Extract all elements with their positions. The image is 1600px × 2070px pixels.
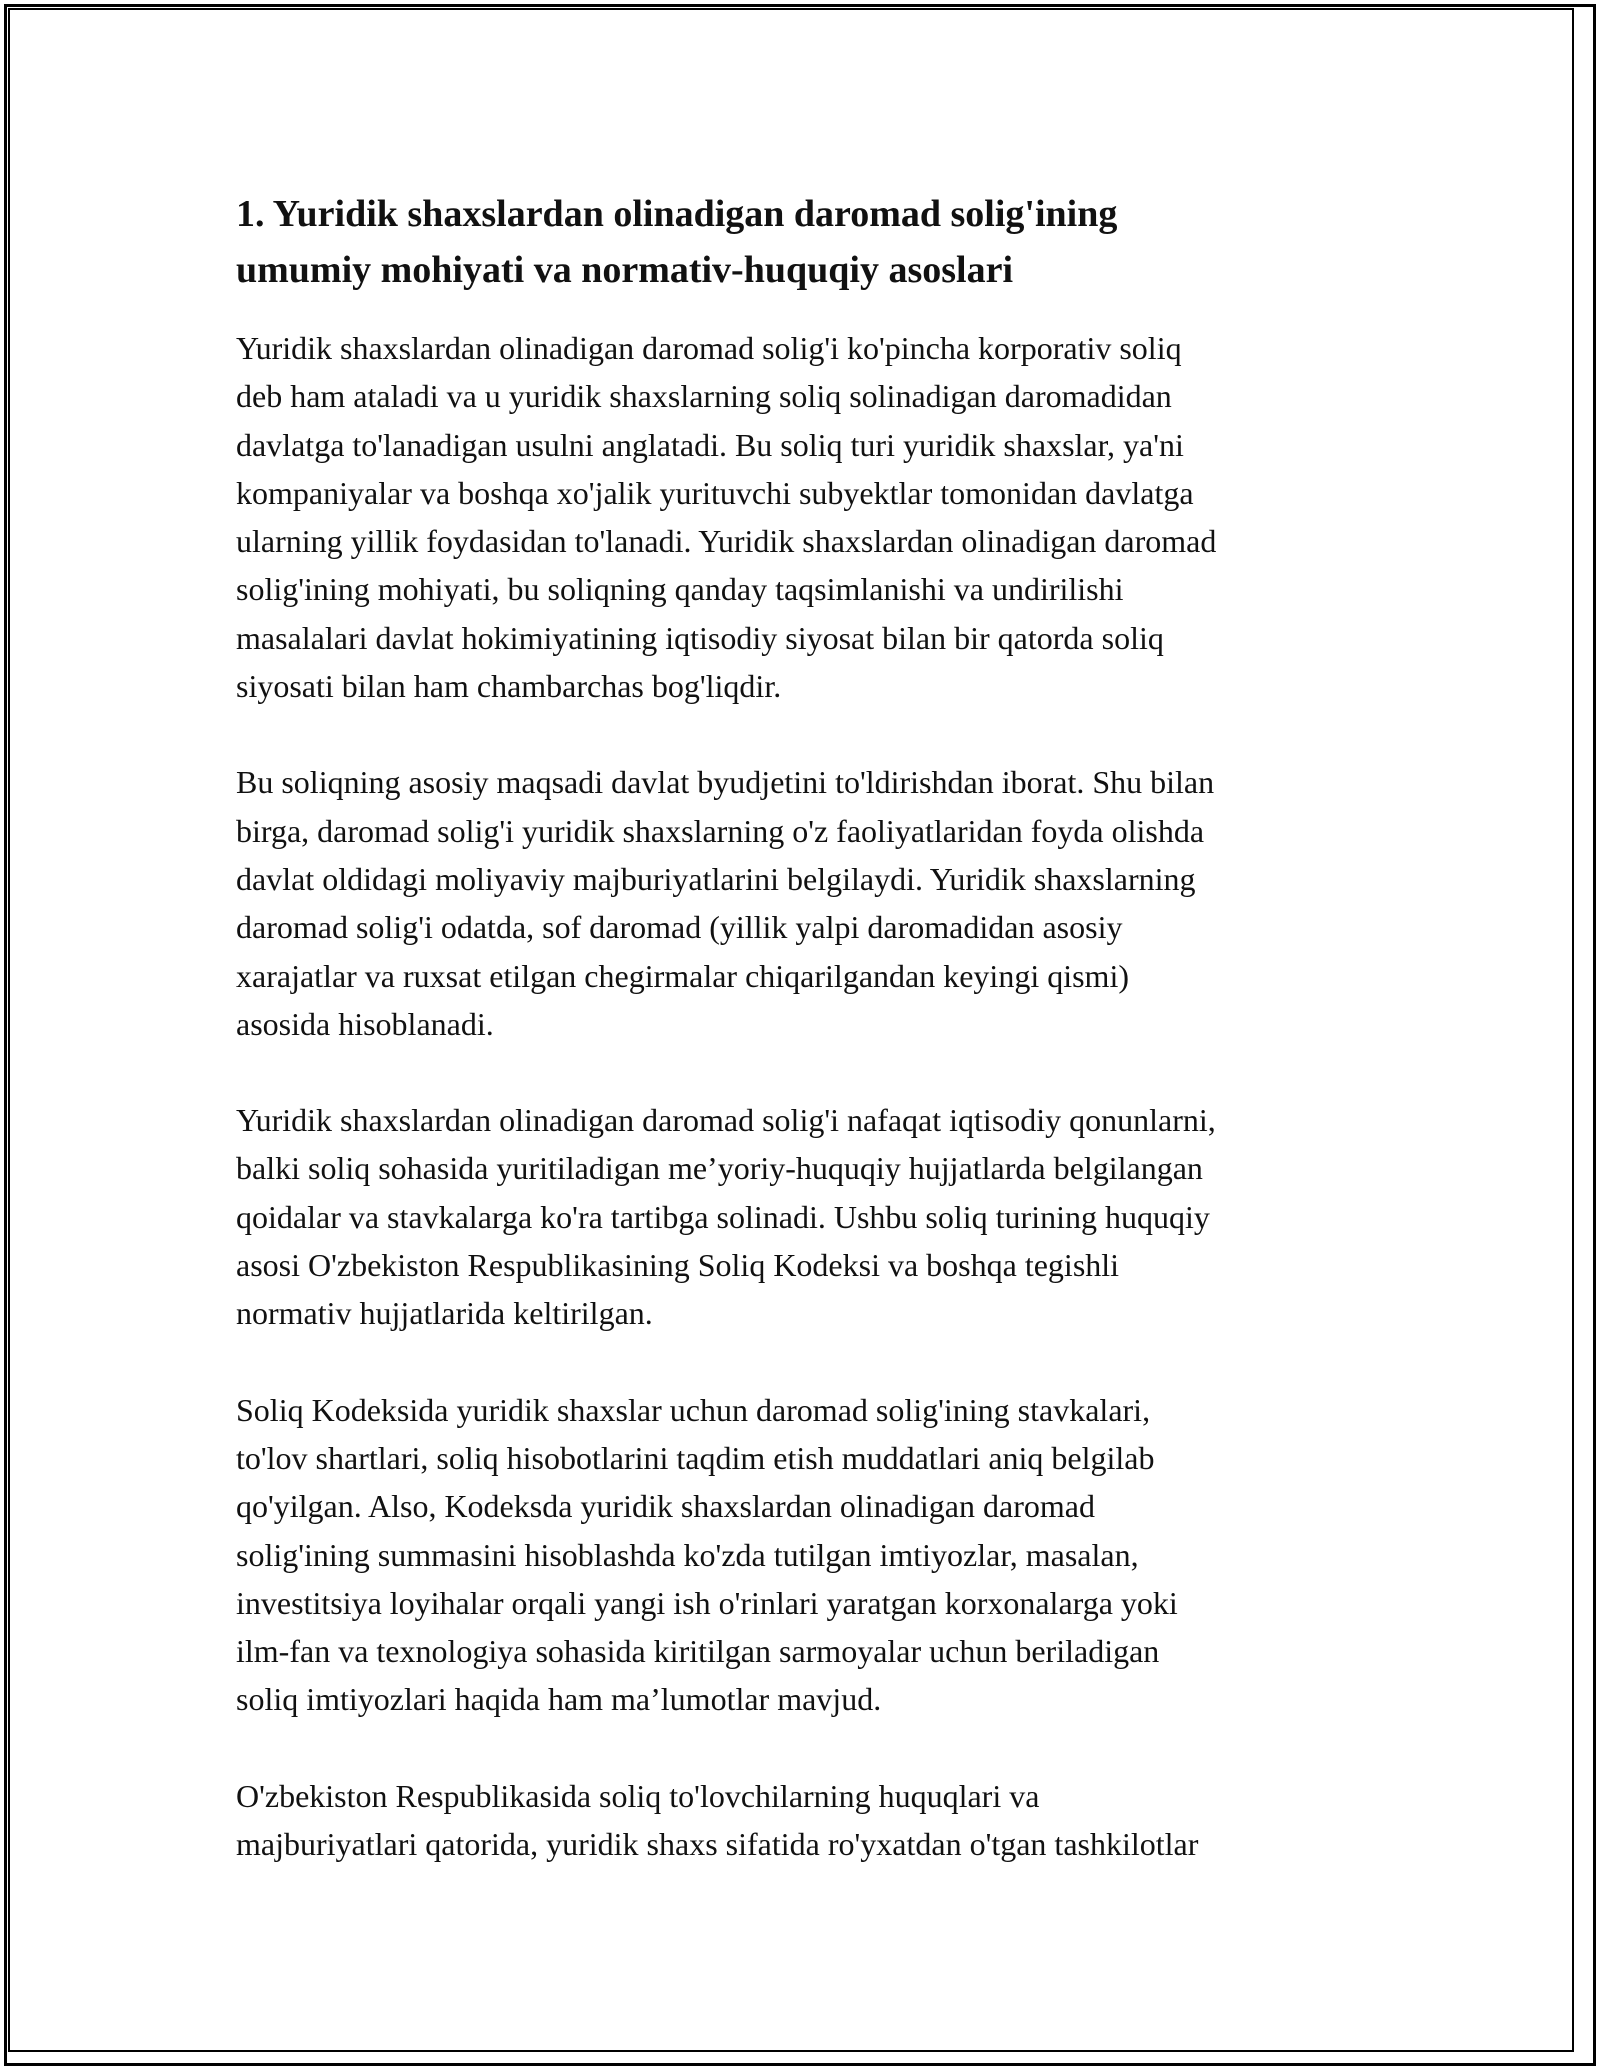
paragraph-3: Yuridik shaxslardan olinadigan daromad solig'i nafaqat iqtisodiy qonunlarni, balki soliq sohasida yuritiladigan me’yoriy-huquqiy hujjatlarda belgilangan qoidalar va stavkalarga ko'ra tartibga solinadi. Ushbu soliq turining huquqiy asosi O'zbekiston Respublikasining Soliq Kodeksi va boshqa tegishli normativ hujjatlarida keltirilgan. <box>236 1102 1216 1332</box>
paragraph-5: O'zbekiston Respublikasida soliq to'lovchilarning huquqlari va majburiyatlari qatorida, yuridik shaxs sifatida ro'yxatdan o'tgan tashkilotlar <box>236 1777 1199 1863</box>
document-body <box>236 186 1416 1916</box>
paragraph-4: Soliq Kodeksida yuridik shaxslar uchun daromad solig'ining stavkalari, to'lov shartlari, soliq hisobotlarini taqdim etish muddatlari aniq belgilab qo'yilgan. Also, Kodeksda yuridik shaxslardan olinadigan daromad solig'ining summasini hisoblashda ko'zda tutilgan imtiyozlar, masalan, investitsiya loyihalar orqali yangi ish o'rinlari yaratgan korxonalarga yoki ilm-fan va texnologiya sohasida kiritilgan sarmoyalar uchun beriladigan soliq imtiyozlari haqida ham ma’lumotlar mavjud. <box>236 1391 1178 1718</box>
section-heading: 1. Yuridik shaxslardan olinadigan daromad solig'ining umumiy mohiyati va normativ-huquqiy asoslari <box>236 193 1118 291</box>
paragraph-1: Yuridik shaxslardan olinadigan daromad solig'i ko'pincha korporativ soliq deb ham ataladi va u yuridik shaxslarning soliq solinadigan daromadidan davlatga to'lanadigan usulni anglatadi. Bu soliq turi yuridik shaxslar, ya'ni kompaniyalar va boshqa xo'jalik yurituvchi subyektlar tomonidan davlatga ularning yillik foydasidan to'lanadi. Yuridik shaxslardan olinadigan daromad solig'ining mohiyati, bu soliqning qanday taqsimlanishi va undirilishi masalalari davlat hokimiyatining iqtisodiy siyosat bilan bir qatorda soliq siyosati bilan ham chambarchas bog'liqdir. <box>236 330 1217 705</box>
paragraph-2: Bu soliqning asosiy maqsadi davlat byudjetini to'ldirishdan iborat. Shu bilan birga, daromad solig'i yuridik shaxslarning o'z faoliyatlaridan foyda olishda davlat oldidagi moliyaviy majburiyatlarini belgilaydi. Yuridik shaxslarning daromad solig'i odatda, sof daromad (yillik yalpi daromadidan asosiy xarajatlar va ruxsat etilgan chegirmalar chiqarilgandan keyingi qismi) asosida hisoblanadi. <box>236 764 1215 1042</box>
